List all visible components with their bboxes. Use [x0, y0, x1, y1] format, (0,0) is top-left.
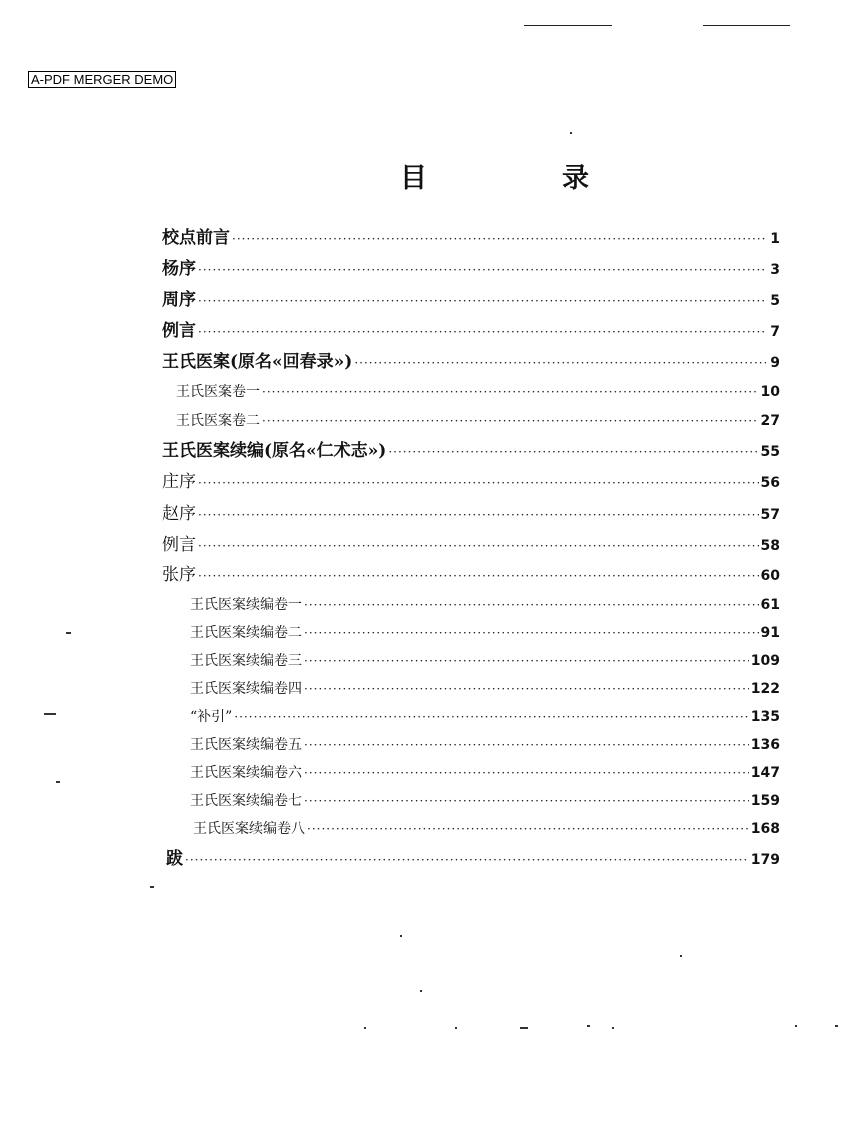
toc-entry-page: 179 [750, 852, 780, 868]
toc-entry[interactable] [190, 592, 780, 618]
scan-speck [56, 781, 60, 783]
toc-entry[interactable] [162, 318, 780, 344]
toc-leader [198, 502, 759, 528]
toc-entry[interactable] [162, 225, 780, 251]
toc-entry-page: 135 [750, 709, 780, 725]
scan-speck [835, 1025, 838, 1027]
scan-speck [612, 1027, 614, 1029]
toc-leader [262, 379, 759, 405]
toc-entry[interactable] [190, 704, 780, 730]
toc-entry-page: 91 [760, 625, 780, 641]
toc-entry-label: 王氏医案续编(原名«仁术志») [162, 441, 387, 461]
watermark-label: A-PDF MERGER DEMO [28, 71, 176, 88]
toc-leader [198, 257, 766, 283]
scan-speck [44, 713, 56, 715]
toc-leader [304, 760, 749, 786]
scan-speck [680, 955, 682, 957]
toc-leader [198, 288, 766, 314]
toc-entry-label: 校点前言 [162, 228, 230, 248]
toc-entry[interactable] [190, 732, 780, 758]
scan-speck [420, 990, 422, 992]
toc-entry-label: 跋 [166, 849, 183, 869]
toc-leader [354, 350, 766, 376]
scan-speck [570, 132, 572, 134]
toc-leader [304, 732, 749, 758]
toc-entry-label: 王氏医案(原名«回春录») [162, 352, 353, 372]
toc-leader [304, 676, 749, 702]
scan-speck [795, 1025, 797, 1027]
toc-entry-label: 例言 [162, 535, 196, 555]
toc-leader [262, 408, 759, 434]
toc-entry[interactable] [162, 438, 780, 464]
toc-entry[interactable] [190, 760, 780, 786]
toc-entry-page: 159 [750, 793, 780, 809]
toc-entry[interactable] [166, 846, 780, 872]
scan-speck [66, 632, 71, 634]
toc-entry[interactable] [162, 256, 780, 282]
toc-entry[interactable] [193, 816, 780, 842]
toc-entry-label: 王氏医案续编卷五 [190, 737, 302, 753]
toc-leader [234, 704, 748, 730]
toc-entry-label: 王氏医案续编卷四 [190, 681, 302, 697]
toc-entry-page: 10 [760, 384, 780, 400]
toc-entry-page: 1 [770, 231, 780, 247]
toc-leader [388, 439, 758, 465]
toc-entry-label: “补引” [190, 709, 233, 725]
toc-entry-label: 王氏医案续编卷六 [190, 765, 302, 781]
toc-entry-page: 5 [770, 293, 780, 309]
toc-leader [198, 533, 759, 559]
toc-entry[interactable] [190, 788, 780, 814]
toc-entry-label: 王氏医案卷一 [176, 384, 260, 400]
toc-entry-label: 周序 [162, 290, 196, 310]
toc-leader [198, 563, 759, 589]
toc-entry[interactable] [190, 676, 780, 702]
toc-entry-page: 122 [750, 681, 780, 697]
toc-entry-page: 55 [760, 444, 780, 460]
toc-leader [198, 319, 766, 345]
toc-entry-page: 136 [750, 737, 780, 753]
toc-leader [304, 788, 749, 814]
toc-entry-label: 例言 [162, 321, 196, 341]
toc-entry-page: 9 [770, 355, 780, 371]
toc-leader [304, 648, 749, 674]
toc-entry-page: 56 [760, 475, 780, 491]
toc-entry[interactable] [176, 379, 780, 405]
scan-speck [520, 1027, 528, 1029]
toc-entry-label: 王氏医案续编卷二 [190, 625, 302, 641]
toc-entry[interactable] [162, 349, 780, 375]
toc-entry-label: 王氏医案续编卷八 [193, 821, 305, 837]
toc-entry-page: 109 [750, 653, 780, 669]
toc-entry-label: 张序 [162, 565, 196, 585]
toc-leader [185, 847, 749, 873]
toc-leader [307, 816, 749, 842]
toc-entry-page: 57 [760, 507, 780, 523]
toc-entry[interactable] [176, 408, 780, 434]
scan-speck [587, 1025, 590, 1027]
toc-entry-page: 147 [750, 765, 780, 781]
toc-entry[interactable] [162, 532, 780, 558]
toc-entry-page: 3 [770, 262, 780, 278]
toc-entry[interactable] [162, 562, 780, 588]
toc-entry-page: 7 [770, 324, 780, 340]
toc-entry-label: 王氏医案续编卷一 [190, 597, 302, 613]
toc-entry-page: 168 [750, 821, 780, 837]
toc-entry-label: 庄序 [162, 472, 196, 492]
toc-entry-page: 61 [760, 597, 780, 613]
toc-entry-label: 王氏医案续编卷七 [190, 793, 302, 809]
toc-entry-page: 60 [760, 568, 780, 584]
toc-entry-label: 杨序 [162, 259, 196, 279]
toc-entry-label: 赵序 [162, 504, 196, 524]
toc-entry[interactable] [190, 620, 780, 646]
scan-speck [400, 935, 402, 937]
toc-entry-label: 王氏医案续编卷三 [190, 653, 302, 669]
toc-entry-page: 27 [760, 413, 780, 429]
scan-speck [150, 886, 154, 888]
toc-entry[interactable] [162, 501, 780, 527]
toc-leader [198, 470, 759, 496]
toc-entry[interactable] [162, 469, 780, 495]
toc-leader [232, 226, 766, 252]
scan-speck [364, 1027, 366, 1029]
scan-speck [455, 1027, 457, 1029]
page-title: 目 录 [400, 163, 643, 194]
toc-leader [304, 592, 759, 618]
toc-leader [304, 620, 759, 646]
toc-entry[interactable] [190, 648, 780, 674]
toc-entry-label: 王氏医案卷二 [176, 413, 260, 429]
toc-entry-page: 58 [760, 538, 780, 554]
toc-entry[interactable] [162, 287, 780, 313]
